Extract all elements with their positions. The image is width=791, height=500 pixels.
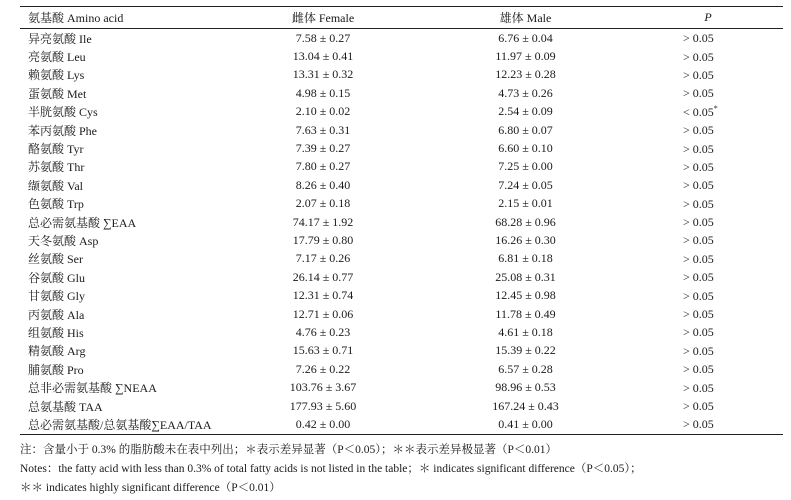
female-value-cell: 177.93 ± 5.60 xyxy=(289,398,357,413)
header-p-value: P xyxy=(633,7,783,29)
p-value-cell xyxy=(633,397,783,415)
header-female: 雌体 Female xyxy=(228,7,418,29)
p-value-cell xyxy=(633,342,783,360)
male-value-cell: 6.57 ± 0.28 xyxy=(498,361,553,376)
p-value-cell xyxy=(633,323,783,341)
p-value-text: > 0.05 xyxy=(683,196,714,211)
female-value-cell: 7.39 ± 0.27 xyxy=(295,141,351,156)
p-value-text: > 0.05 xyxy=(683,380,714,395)
amino-acid-name-cell: 丙氨酸 Ala xyxy=(28,307,85,322)
male-value-cell: 6.60 ± 0.10 xyxy=(498,141,553,156)
amino-acid-name-cell: 异亮氨酸 Ile xyxy=(28,31,92,46)
table-notes xyxy=(20,441,780,498)
header-amino-acid: 氨基酸 Amino acid xyxy=(20,7,228,29)
male-value-cell: 7.24 ± 0.05 xyxy=(498,177,553,192)
table-body xyxy=(20,29,783,435)
table-row xyxy=(20,103,783,121)
p-value-text: > 0.05 xyxy=(683,307,714,322)
table-row xyxy=(20,415,783,434)
p-value-cell xyxy=(633,415,783,434)
table-row xyxy=(20,360,783,378)
amino-acid-name-cell: 半胱氨酸 Cys xyxy=(28,105,98,120)
p-value-text: > 0.05 xyxy=(683,325,714,340)
female-value-cell: 74.17 ± 1.92 xyxy=(292,214,354,229)
p-value-text: > 0.05 xyxy=(683,270,714,285)
p-value-cell xyxy=(633,360,783,378)
p-value-cell xyxy=(633,47,783,65)
table-row xyxy=(20,139,783,157)
female-value-cell: 12.31 ± 0.74 xyxy=(292,288,354,303)
p-value-text: > 0.05 xyxy=(683,233,714,248)
p-value-text: > 0.05 xyxy=(683,251,714,266)
p-value-cell xyxy=(633,176,783,194)
amino-acid-name-cell: 缬氨酸 Val xyxy=(28,178,83,193)
male-value-cell: 4.61 ± 0.18 xyxy=(498,324,553,339)
amino-acid-name-cell: 苏氨酸 Thr xyxy=(28,160,85,175)
female-value-cell: 4.98 ± 0.15 xyxy=(295,85,351,100)
female-value-cell: 17.79 ± 0.80 xyxy=(292,232,354,247)
table-row xyxy=(20,29,783,48)
p-value-cell xyxy=(633,139,783,157)
p-value-cell xyxy=(633,103,783,121)
female-value-cell: 8.26 ± 0.40 xyxy=(295,177,351,192)
table-row xyxy=(20,213,783,231)
male-value-cell: 68.28 ± 0.96 xyxy=(495,214,556,229)
amino-acid-name-cell: 总氨基酸 TAA xyxy=(28,399,103,414)
p-value-cell xyxy=(633,286,783,304)
table-row xyxy=(20,195,783,213)
female-value-cell: 15.63 ± 0.71 xyxy=(292,343,354,358)
amino-acid-name-cell: 色氨酸 Trp xyxy=(28,197,84,212)
male-value-cell: 25.08 ± 0.31 xyxy=(495,269,556,284)
p-value-text: > 0.05 xyxy=(683,362,714,377)
table-row xyxy=(20,158,783,176)
amino-acid-name-cell: 酪氨酸 Tyr xyxy=(28,142,84,157)
p-value-text: > 0.05 xyxy=(683,67,714,82)
header-male: 雄体 Male xyxy=(418,7,633,29)
female-value-cell: 7.17 ± 0.26 xyxy=(295,251,351,266)
table-row xyxy=(20,250,783,268)
p-value-cell xyxy=(633,305,783,323)
male-value-cell: 12.45 ± 0.98 xyxy=(495,288,556,303)
significance-mark: * xyxy=(713,103,718,113)
p-value-cell xyxy=(633,268,783,286)
male-value-cell: 6.76 ± 0.04 xyxy=(498,30,553,45)
male-value-cell: 167.24 ± 0.43 xyxy=(492,398,559,413)
male-value-cell: 98.96 ± 0.53 xyxy=(495,380,556,395)
amino-acid-name-cell: 总必需氨基酸/总氨基酸∑EAA/TAA xyxy=(20,415,228,434)
male-value-cell: 11.78 ± 0.49 xyxy=(495,306,556,321)
header-row xyxy=(20,7,783,29)
female-value-cell: 13.04 ± 0.41 xyxy=(292,49,354,64)
p-value-cell xyxy=(633,66,783,84)
p-value-cell xyxy=(633,250,783,268)
p-value-text: > 0.05 xyxy=(683,31,714,46)
table-row xyxy=(20,66,783,84)
note-chinese: 注：含量小于 0.3% 的脂肪酸未在表中列出；＊表示差异显著（P＜0.05）；＊＊表示差异极显著（P＜0.01） xyxy=(20,444,557,456)
table-row xyxy=(20,305,783,323)
female-value-cell: 4.76 ± 0.23 xyxy=(295,324,351,339)
amino-acid-name-cell: 总非必需氨基酸 ∑NEAA xyxy=(28,381,157,396)
table-row xyxy=(20,268,783,286)
female-value-cell: 13.31 ± 0.32 xyxy=(292,67,354,82)
p-value-text: > 0.05 xyxy=(683,49,714,64)
p-value-cell xyxy=(633,121,783,139)
p-value-text: > 0.05 xyxy=(683,159,714,174)
male-value-cell: 6.81 ± 0.18 xyxy=(498,251,553,266)
note-english-1: Notes：the fatty acid with less than 0.3% of total fatty acids is not listed in the table；＊ indicates significant difference（P＜0.05）； xyxy=(20,463,642,475)
amino-acid-name-cell: 蛋氨酸 Met xyxy=(28,86,87,101)
amino-acid-name-cell: 赖氨酸 Lys xyxy=(28,68,85,83)
p-value-cell xyxy=(633,84,783,102)
female-value-cell: 103.76 ± 3.67 xyxy=(289,380,357,395)
p-value-cell xyxy=(633,29,783,48)
female-value-cell: 2.10 ± 0.02 xyxy=(295,104,351,119)
table-header xyxy=(20,7,783,29)
p-value-text: > 0.05 xyxy=(683,343,714,358)
amino-acid-table xyxy=(20,6,783,435)
p-value-text: > 0.05 xyxy=(683,417,714,432)
table-row xyxy=(20,342,783,360)
female-value-cell: 2.07 ± 0.18 xyxy=(295,196,351,211)
p-value-cell xyxy=(633,195,783,213)
female-value-cell: 7.63 ± 0.31 xyxy=(295,122,351,137)
p-value-cell xyxy=(633,158,783,176)
male-value-cell: 4.73 ± 0.26 xyxy=(498,85,553,100)
p-value-text: < 0.05 xyxy=(683,104,714,119)
amino-acid-name-cell: 脯氨酸 Pro xyxy=(28,362,84,377)
male-value-cell: 12.23 ± 0.28 xyxy=(495,67,556,82)
table-row xyxy=(20,323,783,341)
amino-acid-name-cell: 苯丙氨酸 Phe xyxy=(28,123,98,138)
p-value-cell xyxy=(633,213,783,231)
p-value-text: > 0.05 xyxy=(683,141,714,156)
note-english-2: ＊＊ indicates highly significant difference（P＜0.01） xyxy=(20,482,281,494)
table-row xyxy=(20,84,783,102)
p-value-cell xyxy=(633,378,783,396)
female-value-cell: 12.71 ± 0.06 xyxy=(292,306,354,321)
amino-acid-name-cell: 丝氨酸 Ser xyxy=(28,252,83,267)
p-value-text: > 0.05 xyxy=(683,178,714,193)
p-value-text: > 0.05 xyxy=(683,399,714,413)
table-row xyxy=(20,121,783,139)
male-value-cell: 16.26 ± 0.30 xyxy=(495,232,556,247)
table-row xyxy=(20,47,783,65)
male-value-cell: 15.39 ± 0.22 xyxy=(495,343,556,358)
amino-acid-name-cell: 甘氨酸 Gly xyxy=(28,289,86,304)
table-row xyxy=(20,176,783,194)
female-value-cell: 7.80 ± 0.27 xyxy=(295,159,351,174)
table-row xyxy=(20,378,783,396)
female-value-cell: 0.42 ± 0.00 xyxy=(228,415,418,434)
p-value-text: > 0.05 xyxy=(683,86,714,101)
table-row xyxy=(20,286,783,304)
male-value-cell: 7.25 ± 0.00 xyxy=(498,159,553,174)
amino-acid-name-cell: 谷氨酸 Glu xyxy=(28,270,86,285)
p-value-text: > 0.05 xyxy=(683,123,714,138)
amino-acid-name-cell: 亮氨酸 Leu xyxy=(28,50,86,65)
male-value-cell: 6.80 ± 0.07 xyxy=(498,122,553,137)
amino-acid-name-cell: 天冬氨酸 Asp xyxy=(28,233,99,248)
p-value-text: > 0.05 xyxy=(683,215,714,230)
amino-acid-name-cell: 总必需氨基酸 ∑EAA xyxy=(28,215,137,230)
female-value-cell: 7.26 ± 0.22 xyxy=(295,361,351,376)
p-value-cell xyxy=(633,231,783,249)
amino-acid-name-cell: 精氨酸 Arg xyxy=(28,344,86,359)
male-value-cell: 2.54 ± 0.09 xyxy=(498,104,553,119)
amino-acid-name-cell: 组氨酸 His xyxy=(28,325,84,340)
male-value-cell: 0.41 ± 0.00 xyxy=(418,415,633,434)
female-value-cell: 7.58 ± 0.27 xyxy=(295,30,351,45)
male-value-cell: 2.15 ± 0.01 xyxy=(498,196,553,211)
table-row xyxy=(20,231,783,249)
male-value-cell: 11.97 ± 0.09 xyxy=(495,49,556,64)
p-value-text: > 0.05 xyxy=(683,288,714,303)
female-value-cell: 26.14 ± 0.77 xyxy=(292,269,354,284)
table-row xyxy=(20,397,783,415)
